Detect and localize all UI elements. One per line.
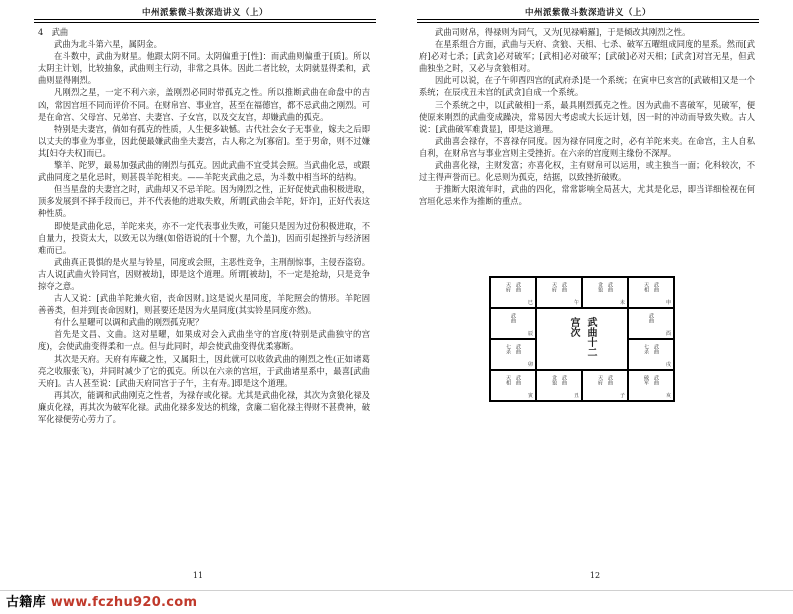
palace-stars bbox=[537, 375, 581, 385]
chart-center-title bbox=[568, 317, 596, 357]
star-name: 武曲 bbox=[515, 344, 521, 354]
palace-branch: 卯 bbox=[527, 362, 533, 368]
palace-stars bbox=[629, 282, 673, 292]
watermark-bar bbox=[0, 590, 793, 614]
palace-cell bbox=[582, 277, 628, 308]
palace-branch: 子 bbox=[619, 393, 625, 399]
watermark-site-name: 古籍库 bbox=[6, 595, 46, 610]
paragraph: 因此可以说，在子午卯酉四宫的[武府杀]是一个系统；在寅申巳亥宫的[武破相]又是一个系统；在辰戌丑未宫的[武贪]自成一个系统。 bbox=[419, 75, 755, 98]
palace-cell bbox=[490, 339, 536, 370]
palace-stars bbox=[629, 313, 673, 323]
paragraph: 三个系统之中，以[武破相]一系，最具刚烈孤克之性。因为武曲不喜破军，见破军，便使原来刚烈的武曲变成躁决，常易因大考虑或大长远计划，因一时的冲动而导致失败。古人说：[武曲破军难貴显]，即是这道理。 bbox=[419, 99, 755, 134]
page-body bbox=[38, 26, 370, 425]
star-name: 武曲 bbox=[648, 313, 654, 323]
palace-stars bbox=[537, 282, 581, 292]
star-name: 武曲 bbox=[561, 375, 567, 385]
palace-cell bbox=[628, 370, 674, 401]
palace-cell bbox=[628, 308, 674, 339]
paragraph: 即使是武曲化忌，羊陀来夹，亦不一定代表事业失败，可能只是因为过份积极进取，不自量力，投资太大，以致无以为继(如俗语说的[十个罂，九个盖])，因而引起挫折与经济困难而已。 bbox=[38, 220, 370, 255]
paragraph: 其次是天府。天府有库藏之性，又属阳土，因此就可以收敛武曲的刚烈之性(正如诸葛亮之收服张飞)，并同时减少了它的孤克。所以在六亲的宫垣，于武曲诸星系中，最喜[武曲天府]。古人甚至说：[武曲天府同宫于子午，主有寿。]即是这个道理。 bbox=[38, 353, 370, 388]
star-name: 天相 bbox=[643, 282, 649, 292]
paragraph: 首先是文昌、文曲。这对星曜，如果成对会入武曲坐守的宫度(特别是武曲独守的宫度)，会使武曲变得柔和一点。但与此同时，却会使武曲变得优柔寡断。 bbox=[38, 329, 370, 352]
header-rule bbox=[417, 22, 759, 23]
palace-branch: 午 bbox=[573, 300, 579, 306]
paragraph: 特别是夫妻宫，倘如有孤克的性质，人生便多缺憾。古代社会女子无事业，嫁夫之后即以丈夫的事业为事业，因此便最嫌武曲坐夫妻宫，古人称之为[寡宿]。至于男命，则不过嫌其[妇夺夫权]而已。 bbox=[38, 123, 370, 158]
running-head: 中州派紫微斗数深造讲义（上） bbox=[524, 8, 651, 18]
palace-cell bbox=[628, 277, 674, 308]
star-name: 武曲 bbox=[510, 313, 516, 323]
chart-center-subtitle: 宫次 bbox=[568, 317, 579, 337]
palace-cell bbox=[490, 370, 536, 401]
header-rule bbox=[417, 19, 759, 20]
paragraph: 古人又说：[武曲羊陀兼火宿，丧命因财。]这是说火星同度，羊陀照会的情形。羊陀固善善类，但并到[丧命因财]，则甚要还是因为火星同度(其实铃星同度亦然)。 bbox=[38, 293, 370, 316]
paragraph: 擎羊、陀罗，最易加强武曲的刚烈与孤克。因此武曲不宜受其会照。当武曲化忌，或跟武曲同度之星化忌时，则甚畏羊陀相夹。——羊陀夹武曲之忌，为斗数中相当坏的结构。 bbox=[38, 160, 370, 183]
palace-branch: 酉 bbox=[665, 331, 671, 337]
header-rule bbox=[34, 22, 376, 23]
palace-cell bbox=[582, 370, 628, 401]
page-number: 12 bbox=[589, 571, 601, 580]
palace-branch: 未 bbox=[619, 300, 625, 306]
palace-stars bbox=[491, 375, 535, 385]
star-name: 天府 bbox=[597, 375, 603, 385]
star-name: 天府 bbox=[551, 282, 557, 292]
page-number: 11 bbox=[192, 571, 204, 580]
star-name: 贪狼 bbox=[597, 282, 603, 292]
watermark-url: www.fczhu920.com bbox=[50, 595, 198, 610]
paragraph: 在星系组合方面，武曲与天府、贪狼、天相、七杀、破军五曜组成同度的星系。然而[武府]必对七杀；[武贪]必对破军；[武相]必对破军；[武破]必对天相；[武贪]对宫无星，但武曲独坐之时，又必与贪狼相对。 bbox=[419, 39, 755, 74]
page-body bbox=[419, 26, 755, 207]
palace-chart bbox=[489, 276, 675, 402]
palace-stars bbox=[629, 344, 673, 354]
palace-stars bbox=[491, 344, 535, 354]
section-heading: 4 武曲 bbox=[38, 27, 69, 37]
paragraph: 凡刚烈之星，一定不利六亲，盖刚烈必同时带孤克之性。所以推断武曲在命盘中的吉凶，常因宫垣不同而评价不同。在财帛宫、事业宫，甚至在福德宫，都不忌武曲之刚烈。可是在命宫、父母宫、兄弟宫、夫妻宫、子女宫，以及交友宫，却嫌武曲的孤克。 bbox=[38, 87, 370, 122]
palace-cell bbox=[536, 370, 582, 401]
star-name: 武曲 bbox=[561, 282, 567, 292]
star-name: 武曲 bbox=[515, 375, 521, 385]
star-name: 武曲 bbox=[607, 375, 613, 385]
star-name: 七杀 bbox=[505, 344, 511, 354]
palace-branch: 亥 bbox=[665, 393, 671, 399]
paragraph: 在斗数中，武曲为财星。他跟太阴不同。太阴偏重于[性]：而武曲则偏重于[质]。所以太阴主计划，比较抽象，武曲则主行动，非常之具体。因此二者比较，太阴就显得柔和，武曲则显得刚烈。 bbox=[38, 51, 370, 86]
star-name: 武曲 bbox=[515, 282, 521, 292]
header-rule bbox=[34, 19, 376, 20]
star-name: 武曲 bbox=[607, 282, 613, 292]
palace-branch: 辰 bbox=[527, 331, 533, 337]
star-name: 贪狼 bbox=[551, 375, 557, 385]
palace-branch: 寅 bbox=[527, 393, 533, 399]
running-head: 中州派紫微斗数深造讲义（上） bbox=[141, 8, 268, 18]
star-name: 破军 bbox=[643, 375, 649, 385]
star-name: 武曲 bbox=[653, 282, 659, 292]
palace-stars bbox=[583, 282, 627, 292]
paragraph: 再其次，能调和武曲刚克之性者，为禄存或化禄。尤其是武曲化禄，其次为贪狼化禄及廉贞化禄，再其次为破军化禄。武曲化禄多发达的机缘，贪廉二宿化禄主得财不甚费神，破军化禄便劳心劳力了。 bbox=[38, 389, 370, 424]
palace-stars bbox=[629, 375, 673, 385]
paragraph: 但当星盘的夫妻宫之时，武曲却又不忌羊陀。因为刚烈之性，正好促使武曲积极进取，顶多发展到不择手段而已，并不代表他的进取失败，所谓[武曲会羊陀，奸诈]，正好代表这种性质。 bbox=[38, 184, 370, 219]
paragraph: 于推断大限流年时，武曲的四化，常常影响全局甚大，尤其是化忌，即当详细检视在何宫垣化忌来作为推断的重点。 bbox=[419, 184, 755, 207]
paragraph: 武曲喜会禄存，不喜禄存同度。因为禄存同度之时，必有羊陀来夹。在命宫，主人自私自利，在财帛宫与事业宫则主受挫折。在六亲的宫度则主缘份不深厚。 bbox=[419, 135, 755, 158]
paragraph: 武曲真正畏惧的是火星与铃星，同度或会照，主恶性竞争，主刑削惊事，主侵吞盗窃。古人说[武曲火铃同宫，因财被劫]，即是这个道理。所谓[被劫]，不一定是抢劫，只是竞争掠夺之意。 bbox=[38, 256, 370, 291]
palace-cell bbox=[628, 339, 674, 370]
palace-branch: 戌 bbox=[665, 362, 671, 368]
palace-cell bbox=[490, 277, 536, 308]
palace-branch: 丑 bbox=[573, 393, 579, 399]
paragraph: 武曲喜化禄，主财发富；亦喜化权，主有财帛可以运用，或主独当一面；化科较次，不过主得声誉而已。化忌则为孤克，结据，以致挫折破败。 bbox=[419, 160, 755, 183]
star-name: 天相 bbox=[505, 375, 511, 385]
palace-branch: 申 bbox=[665, 300, 671, 306]
palace-stars bbox=[491, 282, 535, 292]
palace-branch: 巳 bbox=[527, 300, 533, 306]
palace-stars bbox=[491, 313, 535, 323]
star-name: 七杀 bbox=[643, 344, 649, 354]
palace-cell bbox=[490, 308, 536, 339]
palace-stars bbox=[583, 375, 627, 385]
watermark bbox=[6, 591, 197, 610]
paragraph: 武曲为北斗第六星，属阴金。 bbox=[54, 39, 162, 50]
right-page bbox=[397, 0, 793, 590]
chart-center-main: 武曲十二 bbox=[585, 317, 596, 357]
paragraph: 有什么星曜可以调和武曲的刚烈孤克呢？ bbox=[54, 317, 204, 328]
palace-cell bbox=[536, 277, 582, 308]
star-name: 天府 bbox=[505, 282, 511, 292]
paragraph: 武曲司财帛，得禄则为同气，又为[见禄嗬羅]，于是倾改其刚烈之性。 bbox=[435, 27, 691, 37]
chart-center bbox=[536, 308, 628, 370]
star-name: 武曲 bbox=[653, 375, 659, 385]
star-name: 武曲 bbox=[653, 344, 659, 354]
left-page bbox=[0, 0, 396, 590]
